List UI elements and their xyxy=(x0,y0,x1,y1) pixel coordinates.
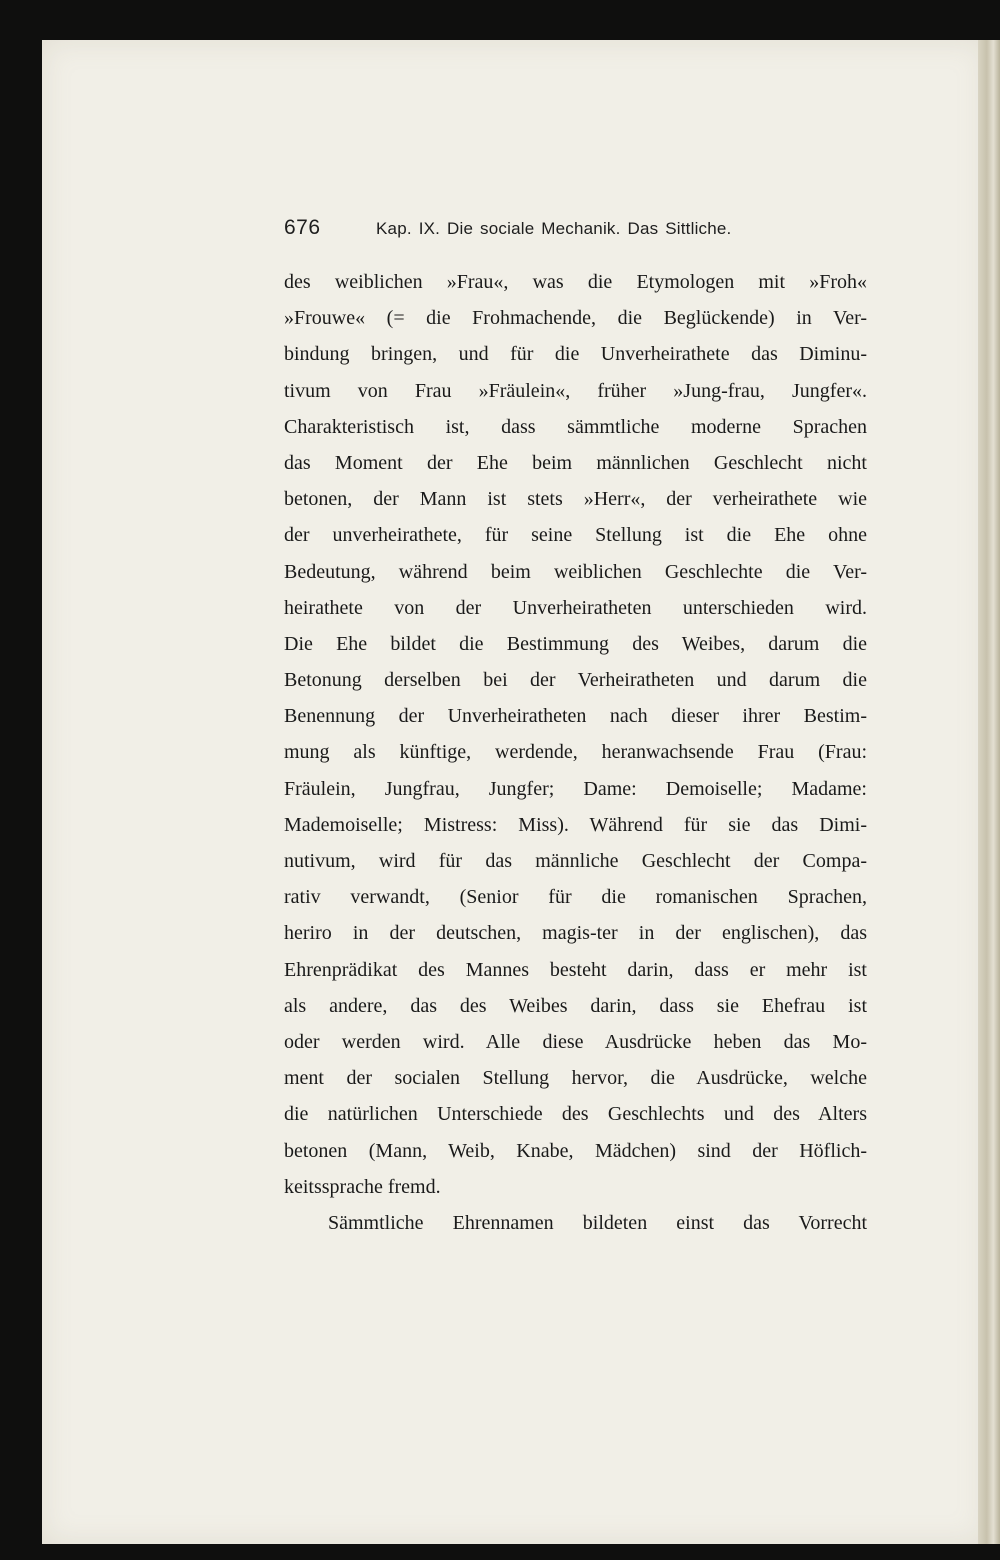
text-line: der unverheirathete, für seine Stellung ist die Ehe ohne xyxy=(284,524,867,547)
page-header xyxy=(284,216,874,246)
text-line: Bedeutung, während beim weiblichen Geschlechte die Ver- xyxy=(284,560,867,583)
text-line: oder werden wird. Alle diese Ausdrücke heben das Mo- xyxy=(284,1030,867,1053)
text-line: keitssprache fremd. xyxy=(284,1175,441,1198)
page-number: 676 xyxy=(284,216,321,239)
text-line: tivum von Frau »Fräulein«, früher »Jung-frau, Jungfer«. xyxy=(284,379,867,402)
text-line: des weiblichen »Frau«, was die Etymologen mit »Froh« xyxy=(284,271,867,293)
text-line: die natürlichen Unterschiede des Geschlechts und des Alters xyxy=(284,1103,867,1126)
text-line: heirathete von der Unverheiratheten unterschieden wird. xyxy=(284,596,867,619)
text-line: Benennung der Unverheiratheten nach dieser ihrer Bestim- xyxy=(284,705,867,728)
paragraph-start-line: Sämmtliche Ehrennamen bildeten einst das Vorrecht xyxy=(328,1211,867,1234)
text-line: betonen, der Mann ist stets »Herr«, der verheirathete wie xyxy=(284,488,867,511)
body-text xyxy=(284,264,867,1241)
text-line: ment der socialen Stellung hervor, die Ausdrücke, welche xyxy=(284,1067,867,1090)
text-line: »Frouwe« (= die Frohmachende, die Beglückende) in Ver- xyxy=(284,307,867,330)
text-line: Ehrenprädikat des Mannes besteht darin, dass er mehr ist xyxy=(284,958,867,981)
text-line: nutivum, wird für das männliche Geschlecht der Compa- xyxy=(284,850,867,872)
text-line: Charakteristisch ist, dass sämmtliche moderne Sprachen xyxy=(284,415,867,438)
text-line: betonen (Mann, Weib, Knabe, Mädchen) sind der Höflich- xyxy=(284,1139,867,1162)
text-line: Die Ehe bildet die Bestimmung des Weibes, darum die xyxy=(284,632,867,655)
text-line: mung als künftige, werdende, heranwachsende Frau (Frau: xyxy=(284,741,867,764)
text-line: als andere, das des Weibes darin, dass sie Ehefrau ist xyxy=(284,994,867,1017)
running-head: Kap. IX. Die sociale Mechanik. Das Sittliche. xyxy=(376,219,732,238)
page-edge xyxy=(978,40,1000,1544)
text-line: heriro in der deutschen, magis-ter in der englischen), das xyxy=(284,922,867,945)
text-line: Mademoiselle; Mistress: Miss). Während für sie das Dimi- xyxy=(284,813,867,836)
text-line: Betonung derselben bei der Verheiratheten und darum die xyxy=(284,669,867,692)
text-line: bindung bringen, und für die Unverheirathete das Diminu- xyxy=(284,343,867,366)
text-line: das Moment der Ehe beim männlichen Geschlecht nicht xyxy=(284,451,867,474)
text-line: Fräulein, Jungfrau, Jungfer; Dame: Demoiselle; Madame: xyxy=(284,777,867,800)
text-line: rativ verwandt, (Senior für die romanischen Sprachen, xyxy=(284,886,867,909)
